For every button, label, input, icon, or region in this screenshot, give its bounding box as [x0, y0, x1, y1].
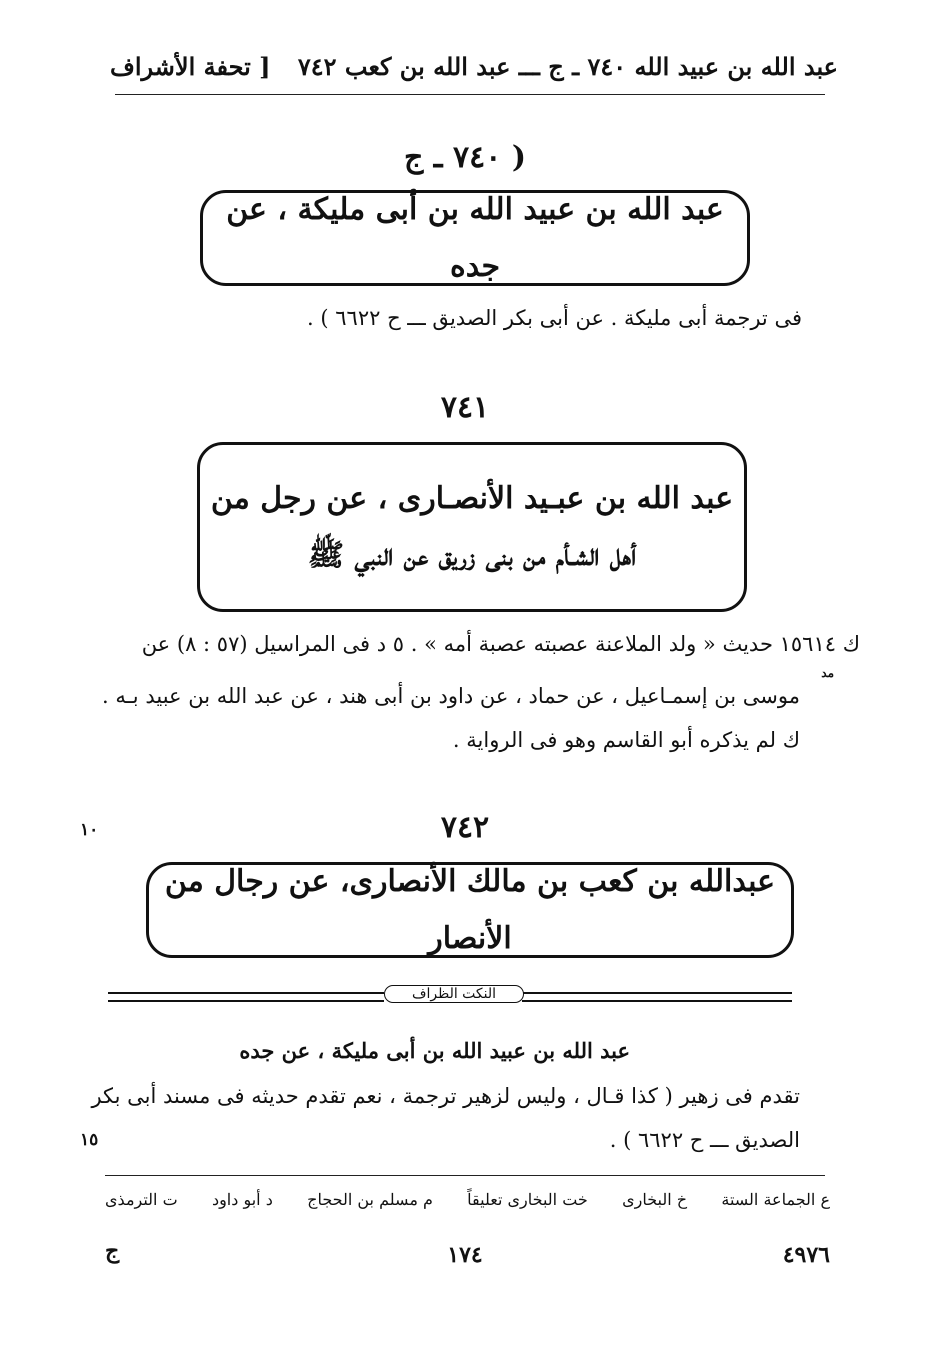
entry-body-741-line2: موسى بن إسمـاعيل ، عن حماد ، عن داود بن أبى هند ، عن عبد الله بن عبيد بـه . [102, 684, 800, 708]
abbr-6: ت الترمذى [105, 1190, 178, 1209]
abbr-5: د أبو داود [211, 1190, 273, 1209]
nukat-line2: الصديق ـــ ح ٦٦٢٢ ) . [609, 1128, 800, 1152]
footer-divider [105, 1175, 825, 1176]
entry-title-742: عبدالله بن كعب بن مالك الأنصارى، عن رجال من الأنصار [164, 864, 776, 956]
entry-body-741-line1: ك ١٥٦١٤ حديث « ولد الملاعنة عصبته عصبة أمه » . ٥ د فى المراسيل (٥٧ : ٨) عن [141, 632, 860, 656]
entry-title-740: عبد الله بن عبيد الله بن أبى مليكة ، عن جده [226, 192, 724, 284]
entry-number-742: ٧٤٢ [440, 810, 490, 845]
running-title-left: [ تحفة الأشراف [110, 52, 271, 81]
running-number: ٤٩٧٦ [782, 1242, 830, 1268]
entry-title-box-741 [197, 442, 747, 612]
abbr-2: خ البخارى [622, 1190, 688, 1209]
line-number-10: ١٠ [80, 820, 99, 840]
abbr-1: ع الجماعة الستة [721, 1190, 830, 1209]
nukat-line1: تقدم فى زهير ( كذا قـال ، وليس لزهير ترجمة ، نعم تقدم حديثه فى مسند أبى بكر [91, 1084, 800, 1108]
section-label: النكت الظراف [384, 985, 524, 1003]
section-rule-right [522, 992, 792, 1002]
header-divider [115, 94, 825, 95]
entry-body-741-line3: ك لم يذكره أبو القاسم وهو فى الرواية . [452, 728, 800, 752]
signature-letter: ج [105, 1238, 120, 1264]
line-number-15: ١٥ [80, 1130, 99, 1150]
entry-title-741-line2: أهل الشـأم من بنى زريق عن النبي ﷺ [307, 538, 637, 573]
section-rule-left [108, 992, 384, 1002]
entry-body-740: فى ترجمة أبى مليكة . عن أبى بكر الصديق ـــ ح ٦٦٢٢ ) . [307, 306, 802, 330]
entry-title-741-line1: عبد الله بن عبـيد الأنصـارى ، عن رجل من [210, 481, 734, 516]
nukat-heading: عبد الله بن عبيد الله بن أبى مليكة ، عن جده [239, 1038, 630, 1063]
abbreviations-legend [105, 1190, 830, 1209]
entry-title-box-740 [200, 190, 750, 286]
entry-number-740: ( ٧٤٠ ـ ج [403, 140, 527, 175]
entry-title-box-742 [146, 862, 794, 958]
abbr-4: م مسلم بن الحجاج [307, 1190, 433, 1209]
running-title-right: عبد الله بن عبيد الله ٧٤٠ ـ ج ـــ عبد الله بن كعب ٧٤٢ [297, 52, 838, 81]
margin-note: مد [821, 666, 834, 680]
page-number: ١٧٤ [447, 1242, 483, 1268]
abbr-3: خت البخارى تعليقاً [467, 1190, 588, 1209]
entry-number-741: ٧٤١ [440, 390, 490, 425]
